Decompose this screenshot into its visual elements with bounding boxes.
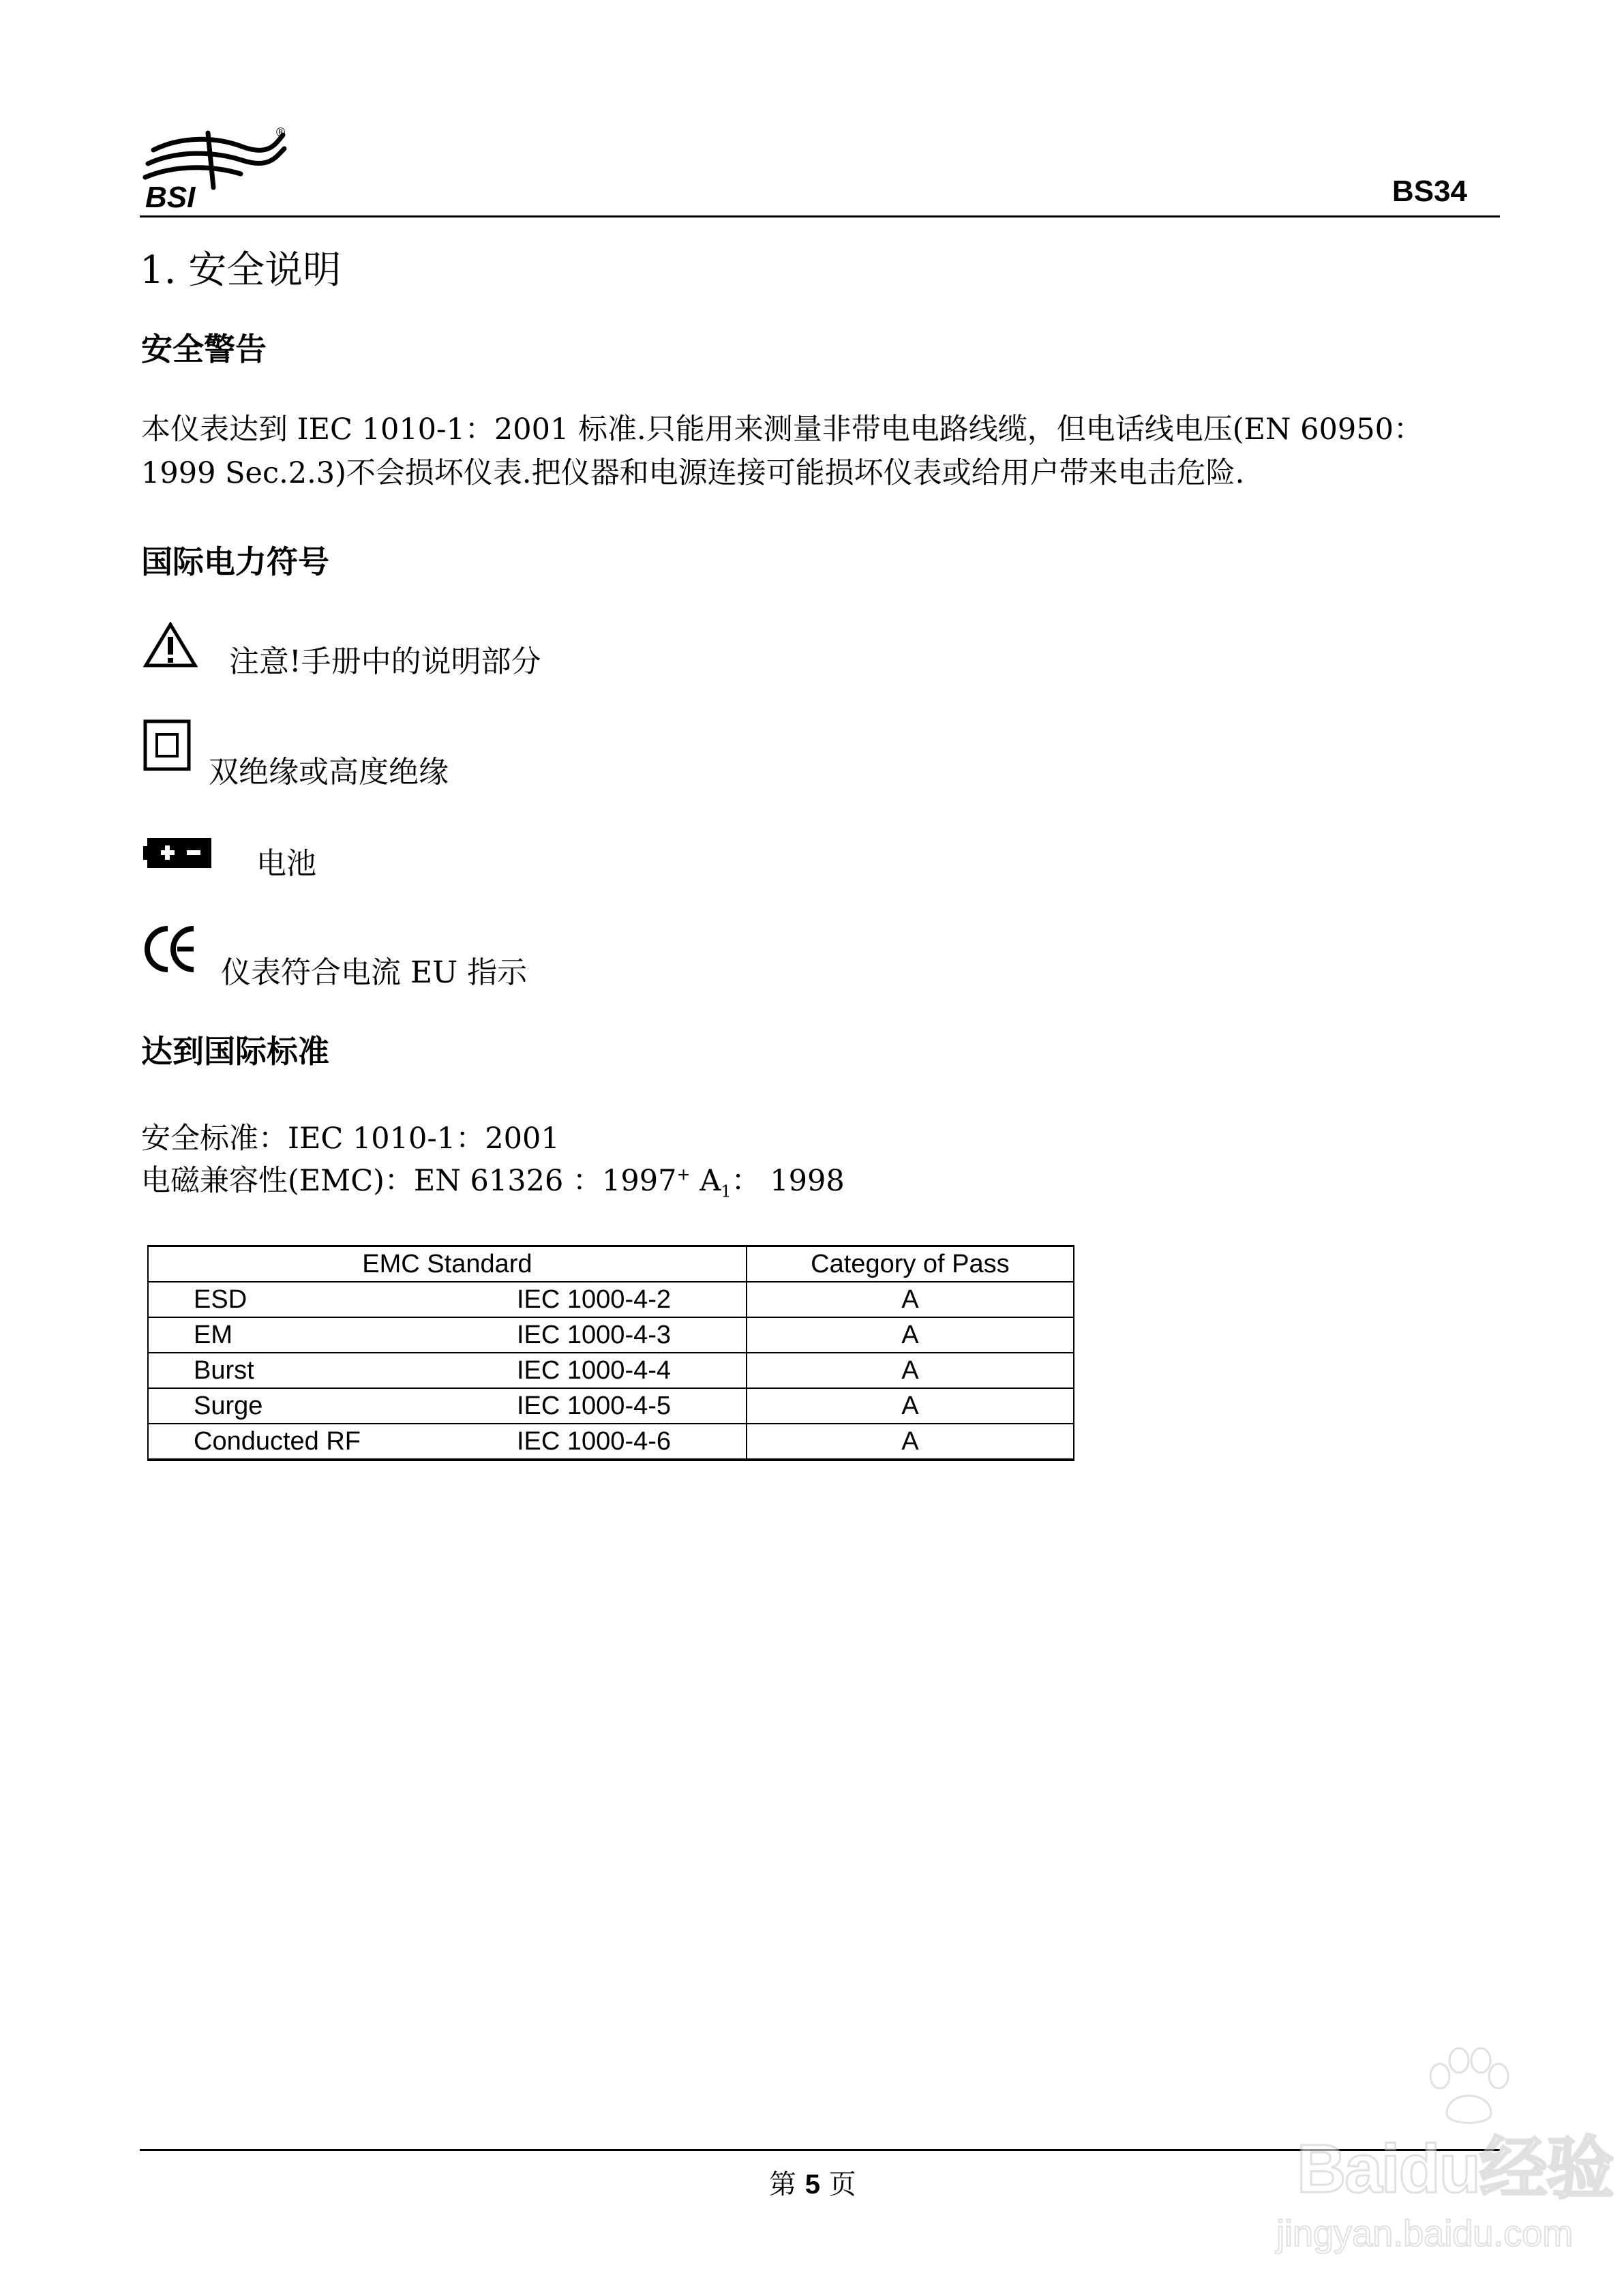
watermark-site: jingyan.baidu.com <box>1276 2213 1574 2254</box>
test-name: ESD <box>194 1285 247 1314</box>
test-code: IEC 1000-4-3 <box>517 1321 672 1349</box>
ce-mark-icon <box>143 922 198 976</box>
svg-text:®: ® <box>276 125 286 139</box>
safety-standard-line: 安全标准：IEC 1010-1：2001 <box>141 1122 560 1156</box>
table-row <box>148 1282 1074 1317</box>
test-code: IEC 1000-4-6 <box>517 1427 672 1456</box>
table-row <box>148 1388 1074 1424</box>
table-row <box>148 1353 1074 1388</box>
pass-category: A <box>747 1282 1074 1317</box>
table-header-row <box>148 1246 1074 1282</box>
header-emc-standard: EMC Standard <box>148 1246 747 1282</box>
table-row <box>148 1317 1074 1353</box>
double-insulation-label: 双绝缘或高度绝缘 <box>209 755 449 790</box>
bsi-logo <box>140 123 297 211</box>
header-divider <box>140 215 1500 217</box>
header-category-of-pass: Category of Pass <box>747 1246 1074 1282</box>
logo-text: BSI <box>145 181 196 211</box>
page-number: 第 5 页 <box>769 2169 856 2200</box>
test-code: IEC 1000-4-2 <box>517 1285 672 1314</box>
pass-category: A <box>747 1353 1074 1388</box>
safety-warning-text-line2: 1999 Sec.2.3)不会损坏仪表.把仪器和电源连接可能损坏仪表或给用户带来电击危险. <box>141 456 1245 490</box>
test-name: EM <box>194 1321 232 1349</box>
caution-icon <box>143 622 198 670</box>
ce-mark-label: 仪表符合电流 EU 指示 <box>221 955 528 990</box>
safety-warning-heading: 安全警告 <box>141 331 267 368</box>
test-code: IEC 1000-4-5 <box>517 1392 672 1420</box>
battery-label: 电池 <box>256 846 316 881</box>
watermark-brand: Baidu经验 <box>1297 2131 1613 2207</box>
double-insulation-icon <box>143 719 191 771</box>
symbols-heading: 国际电力符号 <box>141 543 329 580</box>
pass-category: A <box>747 1424 1074 1460</box>
emc-standard-line: 电磁兼容性(EMC)：EN 61326 ：1997+ $A_1$： 1998 <box>141 1164 845 1201</box>
pass-category: A <box>747 1388 1074 1424</box>
table-row <box>148 1424 1074 1460</box>
pass-category: A <box>747 1317 1074 1353</box>
standards-heading: 达到国际标准 <box>141 1033 329 1070</box>
caution-label: 注意!手册中的说明部分 <box>229 644 541 679</box>
test-name: Conducted RF <box>194 1427 361 1456</box>
test-code: IEC 1000-4-4 <box>517 1356 672 1385</box>
safety-warning-text-line1: 本仪表达到 IEC 1010-1：2001 标准.只能用来测量非带电电路线缆，但电话线电压(EN 60950： <box>141 412 1423 447</box>
battery-icon <box>143 835 211 871</box>
emc-standard-table <box>147 1245 1074 1461</box>
model-number: BS34 <box>1392 175 1467 208</box>
baidu-watermark <box>1194 2045 1613 2270</box>
test-name: Surge <box>194 1392 263 1420</box>
section-title: 1. 安全说明 <box>140 248 342 292</box>
test-name: Burst <box>194 1356 254 1385</box>
